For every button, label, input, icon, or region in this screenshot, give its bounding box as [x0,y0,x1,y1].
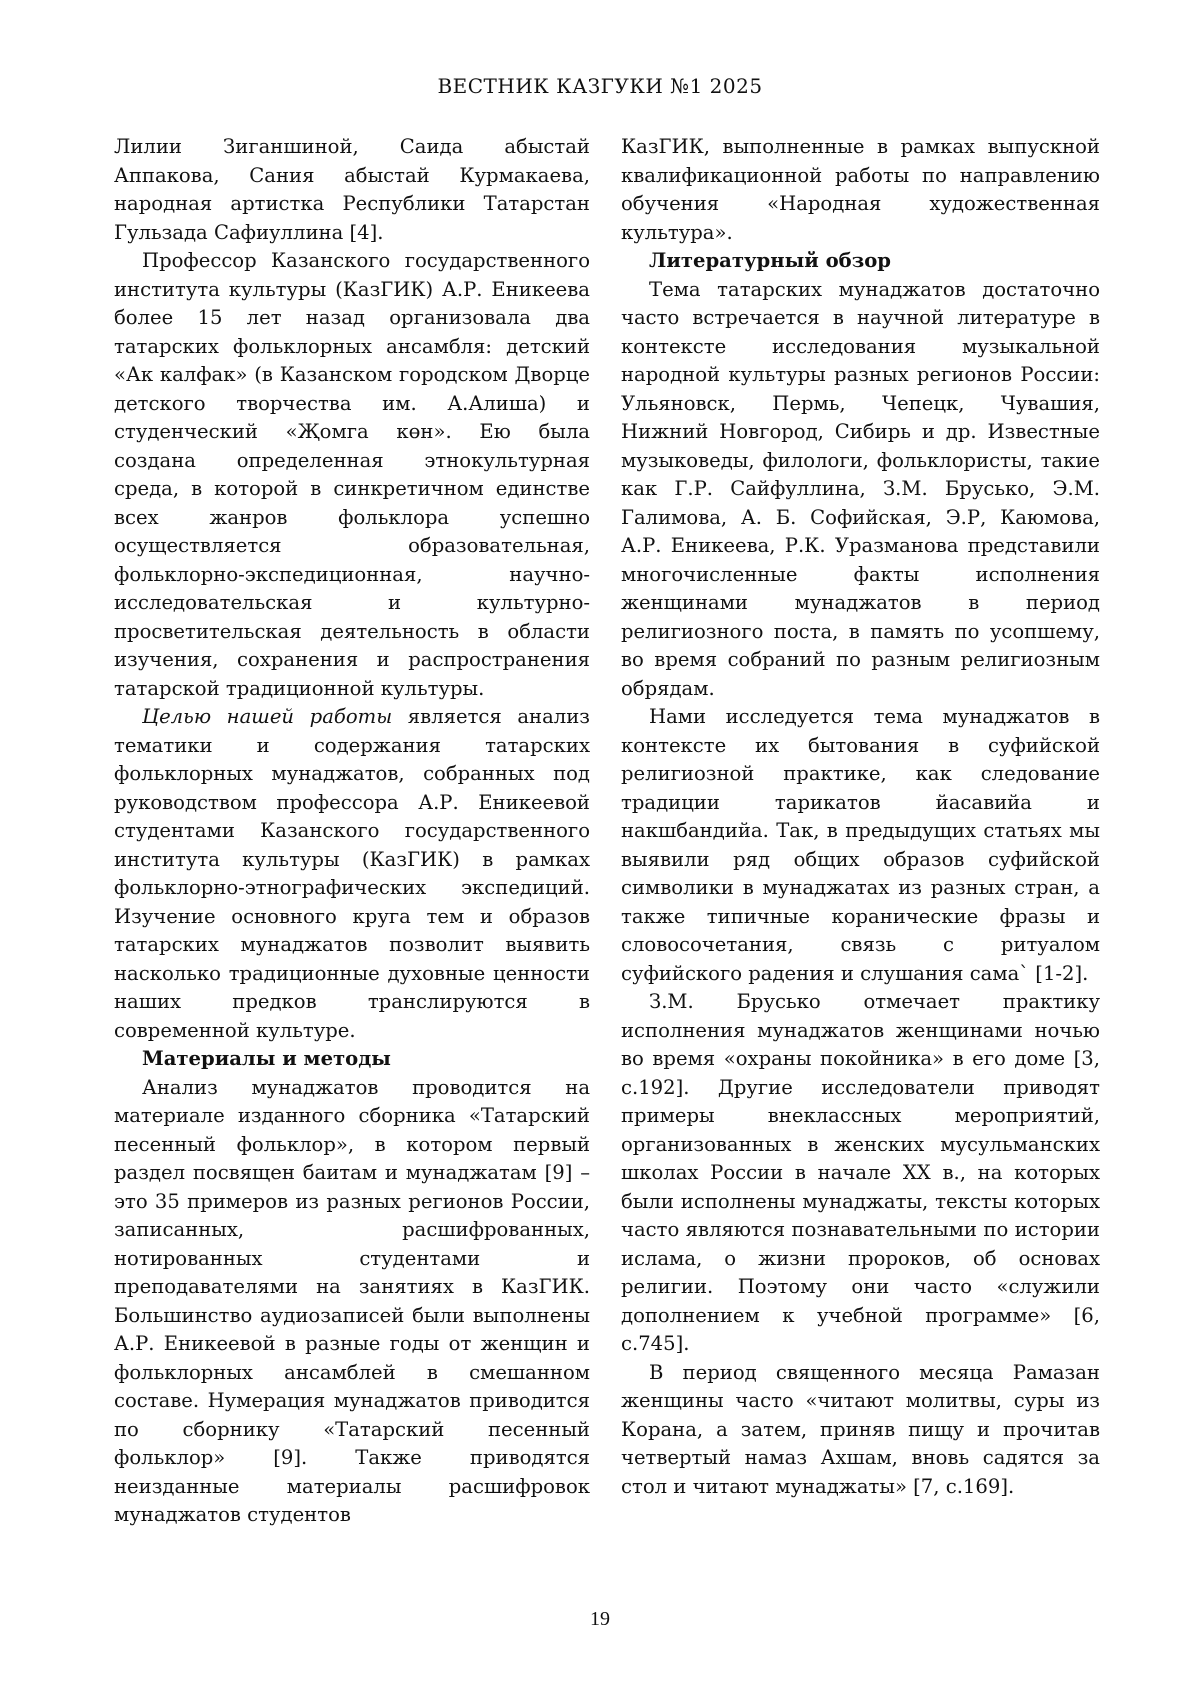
paragraph-research-goal [114,703,590,1045]
right-column [621,133,1100,1501]
paragraph-materials: Анализ мунаджатов проводится на материале изданного сборника «Татарский песенный фольклор», в котором первый раздел посвящен баитам и мунаджатам [9] – это 35 примеров из разных регионов России, записанных, расшифрованных, нотированных студентами и преподавателями на занятиях в КазГИК. Большинство аудиозаписей были выполнены А.Р. Еникеевой в разные годы от женщин и фольклорных ансамблей в смешанном составе. Нумерация мунаджатов приводится по сборнику «Татарский песенный фольклор» [9]. Также приводятся неизданные материалы расшифровок мунаджатов студентов [114,1075,590,1526]
paragraph-sufi-practice: Нами исследуется тема мунаджатов в контексте их бытования в суфийской религиозной практике, как следование традиции тарикатов йасавийа и накшбандийа. Так, в предыдущих статьях мы выявили ряд общих образов суфийской символики в мунаджатах из разных стран, а также типичные коранические фразы и словосочетания, связь с ритуалом суфийского радения и слушания сама` [1-2]. [621,705,1100,985]
section-heading-literature-review: Литературный обзор [649,249,891,272]
goal-italic-phrase: Целью нашей работы [142,705,393,728]
paragraph-brusko: З.М. Брусько отмечает практику исполнения мунаджатов женщинами ночью во время «охраны покойника» в его доме [3, с.192]. Другие исследователи приводят примеры внеклассных мероприятий, организованных в женских мусульманских школах России в начале XX в., на которых были исполнены мунаджаты, тексты которых часто являются познавательными по истории ислама, о жизни пророков, об основах религии. Поэтому они часто «служили дополнением к учебной программе» [6, с.745]. [621,990,1100,1355]
paragraph-literature-topic: Тема татарских мунаджатов достаточно часто встречается в научной литературе в контексте исследования музыкальной народной культуры разных регионов России: Ульяновск, Пермь, Чепецк, Чувашия, Нижний Новгород, Сибирь и др. Известные музыковеды, филологи, фольклористы, такие как Г.Р. Сайфуллина, З.М. Брусько, Э.М. Галимова, А. Б. Софийская, Э.Р, Каюмова, А.Р. Еникеева, Р.К. Уразманова представили многочисленные факты исполнения женщинами мунаджатов в период религиозного поста, в память по усопшему, во время собраний по разным религиозным обрядам. [621,277,1100,700]
paragraph-enikeeva-ensembles: Профессор Казанского государственного института культуры (КазГИК) А.Р. Еникеева более 15 лет назад организовала два татарских фольклорных ансамбля: детский «Ак калфак» (в Казанском городском Дворце детского творчества им. А.Алиша) и студенческий «Җомга көн». Ею была создана определенная этнокультурная среда, в которой в синкретичном единстве всех жанров фольклора успешно осуществляется образовательная, фольклорно-экспедиционная, научно-исследовательская и культурно-просветительская деятельность в области изучения, сохранения и распространения татарской традиционной культуры. [114,249,590,700]
page-number: 19 [590,1608,610,1630]
left-column [114,133,590,1530]
paragraph-continuation-right: КазГИК, выполненные в рамках выпускной квалификационной работы по направлению обучения «Народная художественная культура». [621,135,1100,244]
section-heading-materials-methods: Материалы и методы [142,1047,391,1070]
running-header-title: ВЕСТНИК КАЗГУКИ №1 2025 [437,74,763,98]
paragraph-continuation: Лилии Зиганшиной, Саида абыстай Аппакова, Сания абыстай Курмакаева, народная артистка Республики Татарстан Гульзада Сафиуллина [4]. [114,135,590,244]
paragraph-ramadan: В период священного месяца Рамазан женщины часто «читают молитвы, суры из Корана, а затем, приняв пищу и прочитав четвертый намаз Ахшам, вновь садятся за стол и читают мунаджаты» [7, с.169]. [621,1360,1100,1498]
goal-text: является анализ тематики и содержания татарских фольклорных мунаджатов, собранных под руководством профессора А.Р. Еникеевой студентами Казанского государственного института культуры (КазГИК) в рамках фольклорно-этнографических экспедиций. Изучение основного круга тем и образов татарских мунаджатов позволит выявить насколько традиционные духовные ценности наших предков транслируются в современной культуре. [114,705,590,1042]
